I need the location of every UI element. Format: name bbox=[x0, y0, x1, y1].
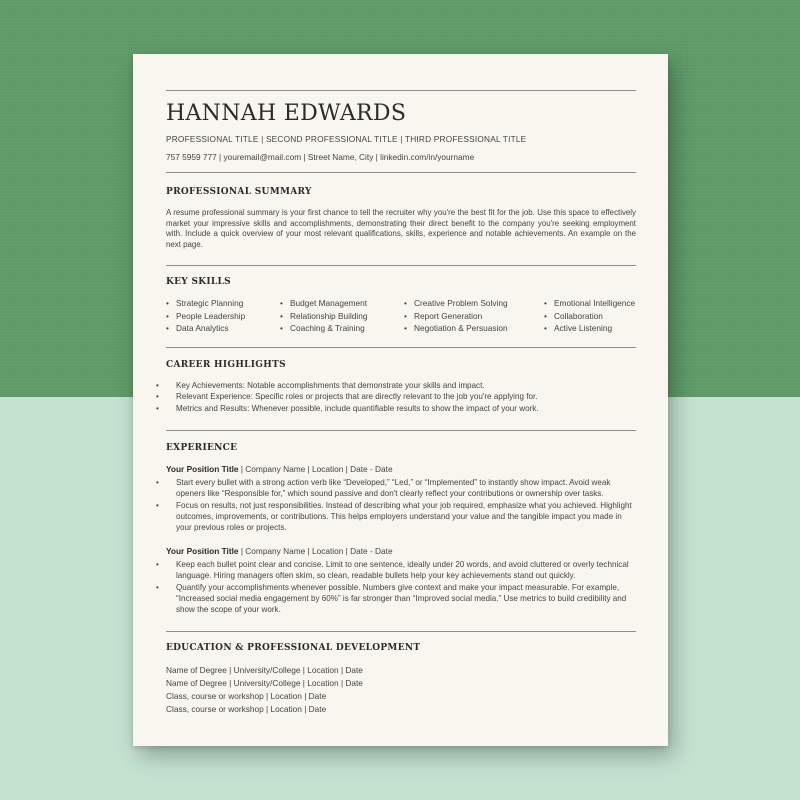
skill-item: • Emotional Intelligence bbox=[544, 297, 635, 310]
job-header bbox=[166, 464, 393, 474]
summary-heading: PROFESSIONAL SUMMARY bbox=[166, 187, 312, 197]
skills-column bbox=[544, 297, 635, 335]
skill-item: • Budget Management bbox=[280, 297, 368, 310]
list-item: • Start every bullet with a strong action verb like “Developed,” “Led,” or “Implemented” to instantly show impact. Avoid weak openers like “Responsible for,” which sound passive and don't clearly reflect your contributions or ownership over tasks. bbox=[166, 477, 636, 500]
job-header bbox=[166, 546, 393, 556]
list-item: • Focus on results, not just responsibilities. Instead of describing what your job required, emphasize what you achieved. Highlight outcomes, improvements, or contributions. This helps employers understand your value and the tangible impact you made in your previous roles or projects. bbox=[166, 500, 636, 534]
skills-column bbox=[166, 297, 245, 335]
resume-page bbox=[133, 54, 668, 746]
list-item: • Keep each bullet point clear and concise. Limit to one sentence, ideally under 20 words, and avoid cluttered or overly technical language. Hiring managers often skim, so clean, readable bullets help your key achievements stand out quickly. bbox=[166, 559, 636, 582]
job-bullets bbox=[166, 559, 636, 615]
list-item: Name of Degree | University/College | Location | Date bbox=[166, 678, 363, 688]
skill-item: • Negotiation & Persuasion bbox=[404, 322, 508, 335]
skill-item: • Data Analytics bbox=[166, 322, 245, 335]
professional-titles: PROFESSIONAL TITLE | SECOND PROFESSIONAL TITLE | THIRD PROFESSIONAL TITLE bbox=[166, 134, 527, 144]
list-item: Name of Degree | University/College | Location | Date bbox=[166, 665, 363, 675]
skill-item: • Creative Problem Solving bbox=[404, 297, 508, 310]
highlights-list bbox=[166, 380, 636, 414]
divider bbox=[166, 265, 636, 266]
skill-item: • Coaching & Training bbox=[280, 322, 368, 335]
job-bullets bbox=[166, 477, 636, 533]
divider bbox=[166, 172, 636, 173]
skills-column bbox=[404, 297, 508, 335]
skill-item: • Report Generation bbox=[404, 310, 508, 323]
skills-grid bbox=[166, 297, 641, 337]
divider bbox=[166, 90, 636, 91]
summary-text: A resume professional summary is your first chance to tell the recruiter why you're the best fit for the job. Use this space to effectively market your impressive skills and accomplishments, demonstrating their direct benefit to the company you're seeking employment with. Include a quick overview of your most relevant qualifications, skills, experience and notable achievements. An example on the next page. bbox=[166, 208, 636, 250]
job-title: Your Position Title bbox=[166, 546, 239, 556]
divider bbox=[166, 430, 636, 431]
list-item: • Quantify your accomplishments whenever possible. Numbers give context and make your impact measurable. For example, “Increased social media engagement by 60%” is far stronger than “Improved social media.” Use metrics to build credibility and show the scope of your work. bbox=[166, 582, 636, 616]
job-details: | Company Name | Location | Date - Date bbox=[238, 546, 393, 556]
skills-column bbox=[280, 297, 368, 335]
experience-heading: EXPERIENCE bbox=[166, 443, 238, 453]
list-item: • Relevant Experience: Specific roles or projects that are directly relevant to the job you're applying for. bbox=[166, 391, 636, 402]
job-title: Your Position Title bbox=[166, 464, 239, 474]
list-item: Class, course or workshop | Location | Date bbox=[166, 691, 327, 701]
skill-item: • Active Listening bbox=[544, 322, 635, 335]
skill-item: • Strategic Planning bbox=[166, 297, 245, 310]
divider bbox=[166, 631, 636, 632]
job-details: | Company Name | Location | Date - Date bbox=[238, 464, 393, 474]
divider bbox=[166, 347, 636, 348]
skills-heading: KEY SKILLS bbox=[166, 277, 231, 287]
skill-item: • Relationship Building bbox=[280, 310, 368, 323]
list-item: • Key Achievements: Notable accomplishments that demonstrate your skills and impact. bbox=[166, 380, 636, 391]
list-item: • Metrics and Results: Whenever possible, include quantifiable results to show the impact of your work. bbox=[166, 403, 636, 414]
contact-line: 757 5959 777 | youremail@mail.com | Street Name, City | linkedin.com/in/yourname bbox=[166, 152, 475, 162]
resume-name: HANNAH EDWARDS bbox=[166, 101, 407, 126]
skill-item: • People Leadership bbox=[166, 310, 245, 323]
education-heading: EDUCATION & PROFESSIONAL DEVELOPMENT bbox=[166, 643, 421, 653]
education-list bbox=[166, 664, 363, 716]
list-item: Class, course or workshop | Location | Date bbox=[166, 704, 327, 714]
skill-item: • Collaboration bbox=[544, 310, 635, 323]
highlights-heading: CAREER HIGHLIGHTS bbox=[166, 360, 286, 370]
